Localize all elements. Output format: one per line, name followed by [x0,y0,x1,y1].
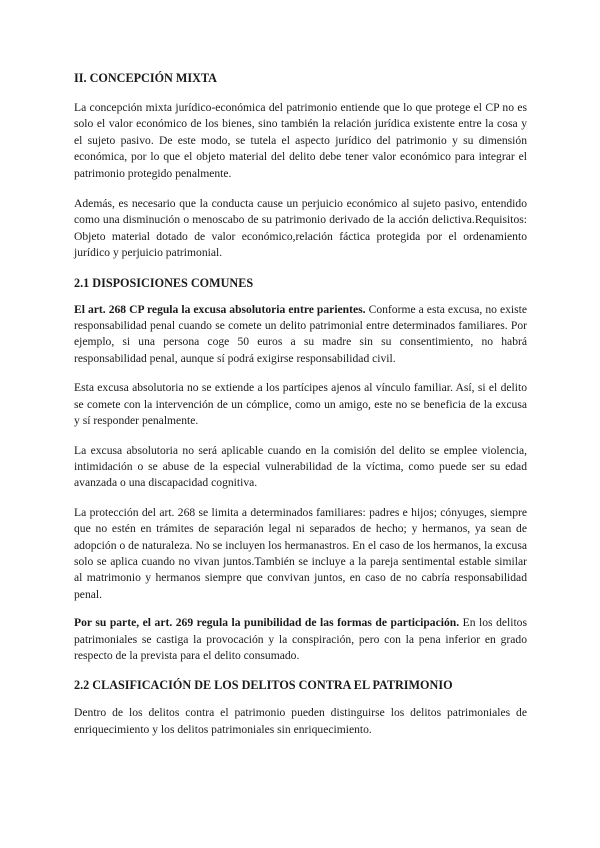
document-page [74,70,527,738]
paragraph-art-269 [74,615,527,664]
paragraph-proteccion-familiares: La protección del art. 268 se limita a determinados familiares: padres e hijos; cónyuges, siempre que no estén en trámites de separación legal ni separados de hecho; y hermanos, ya sean de adopción o de naturaleza. No se incluyen los hermanastros. En el caso de los hermanos, la excusa solo se aplica cuando no vivan juntos.También se incluye a la pareja sentimental estable similar al matrimonio y hermanos siempre que convivan juntos, en caso de no cabría responsabilidad penal. [74,505,527,601]
heading-concepcion-mixta: II. CONCEPCIÓN MIXTA [74,71,217,85]
paragraph-art-269-body: En los delitos patrimoniales se castiga la provocación y la conspiración, pero con la pena inferior en grado respecto de la prevista para el delito consumado. [74,616,527,662]
paragraph-concepcion-definition: La concepción mixta jurídico-económica del patrimonio entiende que lo que protege el CP no es solo el valor económico de los bienes, sino también la relación jurídica existente entre la cosa y el sujeto pasivo. De este modo, se tutela el aspecto jurídico del patrimonio y su dimensión económica, por lo que el objeto material del delito debe tener valor económico para integrar el patrimonio protegido penalmente. [74,101,527,180]
paragraph-art-268-lead: El art. 268 CP regula la excusa absolutoria entre parientes. [74,302,366,316]
paragraph-concepcion-requisitos: Además, es necesario que la conducta cause un perjuicio económico al sujeto pasivo, entendido como una disminución o menoscabo de su patrimonio derivado de la acción delictiva.Requisitos: Objeto material dotado de valor económico,relación fáctica protegida por el ordenamiento jurídico y perjuicio patrimonial. [74,197,527,260]
paragraph-violencia: La excusa absolutoria no será aplicable cuando en la comisión del delito se emplee violencia, intimidación o se abuse de la especial vulnerabilidad de la víctima, como puede ser su edad avanzada o una discapacidad cognitiva. [74,443,527,490]
heading-clasificacion: 2.2 CLASIFICACIÓN DE LOS DELITOS CONTRA EL PATRIMONIO [74,678,453,693]
paragraph-art-268-body: Conforme a esta excusa, no existe responsabilidad penal cuando se comete un delito patrimonial entre determinados familiares. Por ejemplo, si una persona coge 50 euros a su madre sin su consentimiento, no habrá responsabilidad penal, aunque sí podrá exigirse responsabilidad civil. [74,302,528,365]
paragraph-art-268 [74,302,527,368]
paragraph-art-269-lead: Por su parte, el art. 269 regula la punibilidad de las formas de participación. [74,616,460,630]
heading-disposiciones-comunes: 2.1 DISPOSICIONES COMUNES [74,275,254,290]
paragraph-clasificacion: Dentro de los delitos contra el patrimonio pueden distinguirse los delitos patrimoniales de enriquecimiento y los delitos patrimoniales sin enriquecimiento. [74,706,527,736]
paragraph-participes: Esta excusa absolutoria no se extiende a los partícipes ajenos al vínculo familiar. Así, si el delito se comete con la intervención de un cómplice, como un amigo, este no se beneficia de la excusa y sí responder penalmente. [74,381,527,428]
